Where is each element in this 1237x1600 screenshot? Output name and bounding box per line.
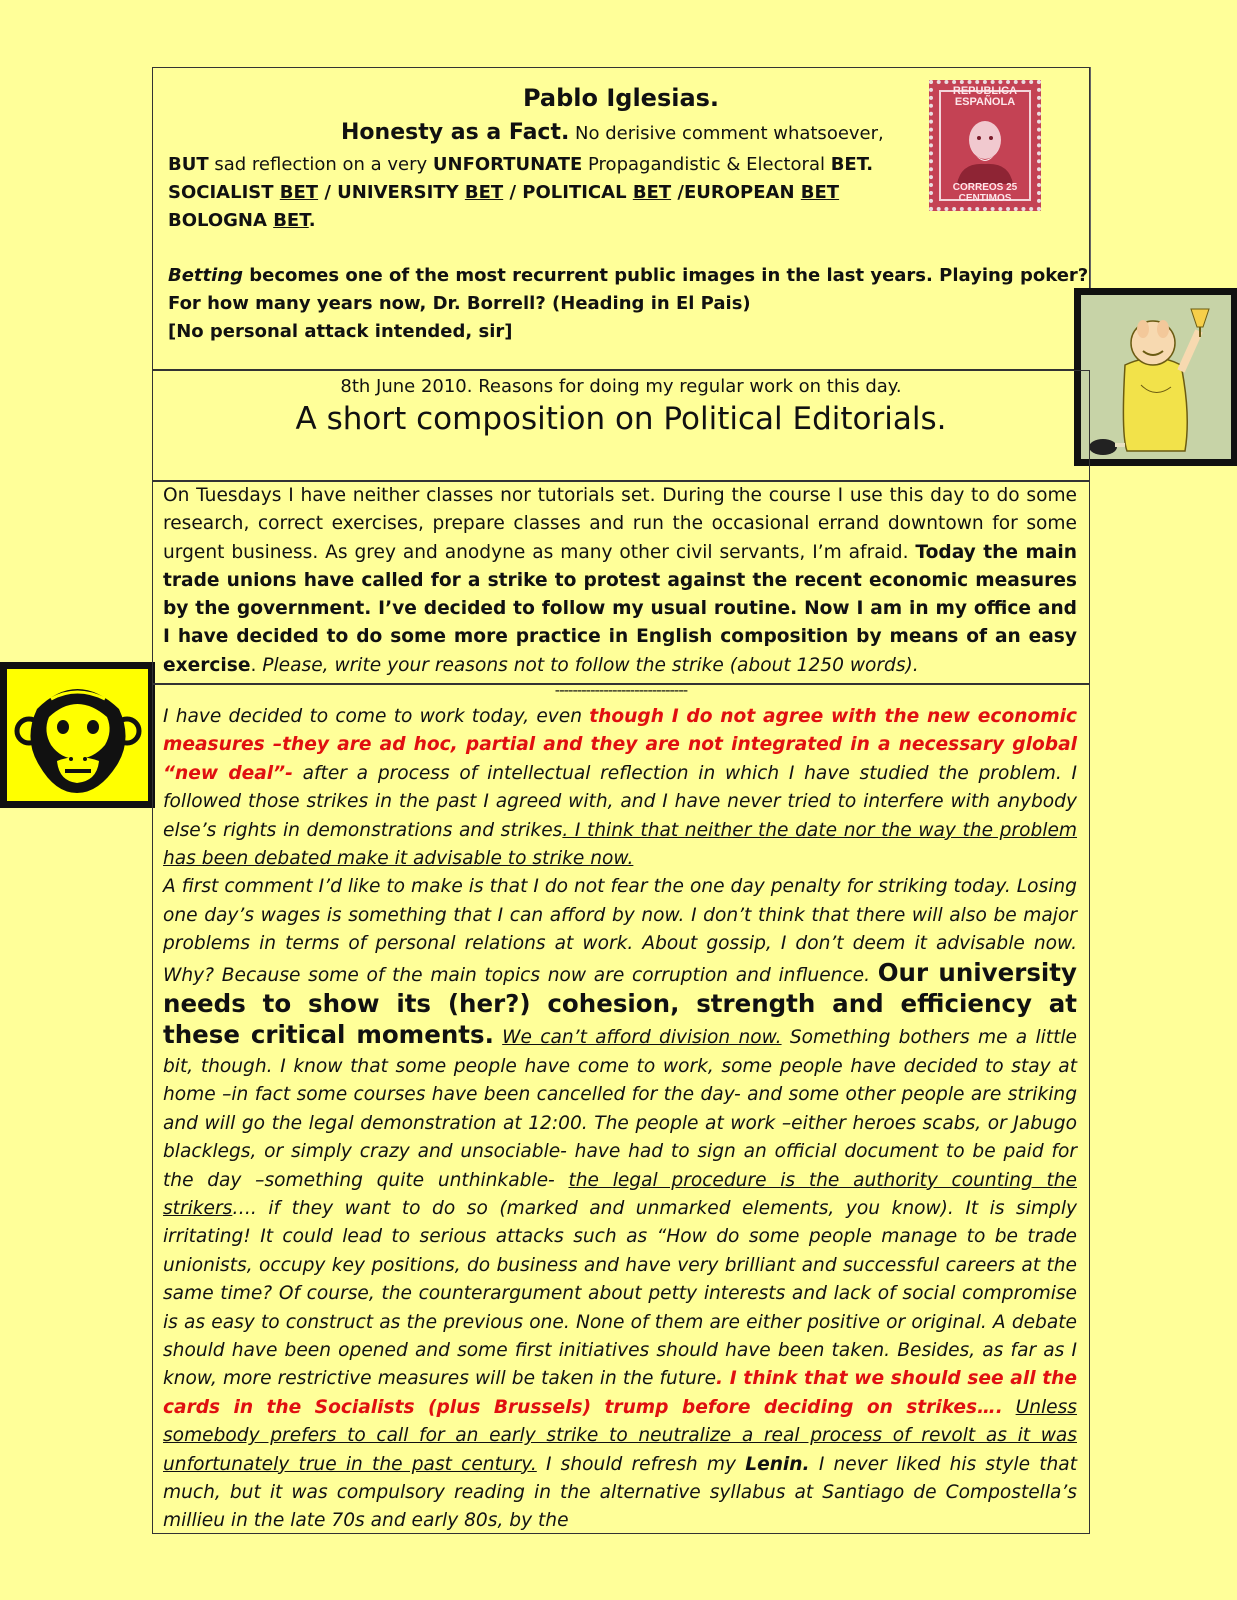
yellow-kid-cartoon-image [1074, 288, 1237, 466]
essay-box [152, 681, 1090, 1534]
borrell-line: For how many years now, Dr. Borrell? (Heading in El Pais) [168, 293, 751, 314]
honesty-line: Honesty as a Fact. No derisive comment whatsoever, [341, 120, 884, 145]
essay-text: I have decided to come to work today, even though I do not agree with the new economic measures –they are ad hoc, partial and they are not integrated in a necessary global “new deal”- after a process of intellectual reflection in which I have studied the problem. I followed those strikes in the past I agreed with, and I have never tried to interfere with anybody else’s rights in demonstrations and strikes. I think that neither the date nor the way the problem has been debated make it advisable to strike now. A first comment I’d like to make is that I do not fear the one day penalty for striking today. Losing one day’s wages is something that I can afford by now. I don’t think that there will also be major problems in terms of personal relations at work. About gossip, I don’t deem it advisable now. Why? Because some of the main topics now are corruption and influence. Our university needs to show its (her?) cohesion, strength and efficiency at these critical moments. We can’t afford division now. Something bothers me a little bit, though. I know that some people have come to work, some people have decided to stay at home –in fact some courses have been cancelled for the day- and some other people are striking and will go the legal demonstration at 12:00. The people at work –either heroes scabs, or Jabugo blacklegs, or simply crazy and unsociable- have had to sign an official document to be paid for the day –something quite unthinkable- the legal procedure is the authority counting the strikers…. if they want to do so (marked and unmarked elements, you know). It is simply irritating! It could lead to serious attacks such as “How do some people manage to be trade unionists, occupy key positions, do business and have very brilliant and successful careers at the same time? Of course, the counterargument about petty interests and lack of social compromise is as easy to construct as the previous one. None of them are either positive or original. A debate should have been opened and some first initiatives should have been taken. Besides, as far as I know, more restrictive measures will be taken in the future. I think that we should see all the cards in the Socialists (plus Brussels) trump before deciding on strikes…. Unless somebody prefers to call for an early strike to neutralize a real process of revolt as it was unfortunately true in the past century. I should refresh my Lenin. I never liked his style that much, but it was compulsory reading in the alternative syllabus at Santiago de Compostella’s millieu in the late 70s and early 80s, by the [163, 706, 1078, 1532]
cartoon-inner [1081, 295, 1231, 459]
date-box [152, 370, 1090, 481]
monkey-inner [7, 669, 148, 801]
composition-title: A short composition on Political Editorials. [295, 401, 947, 437]
intro-paragraph: On Tuesdays I have neither classes nor tutorials set. During the course I use this day to do some research, correct exercises, prepare classes and run the occasional errand downtown for some urgent business. As grey and anodyne as many other civil servants, I’m afraid. Today the main trade unions have called for a strike to protest against the recent economic measures by the government. I’ve decided to follow my usual routine. Now I am in my office and I have decided to do some more practice in English composition by means of an easy exercise. Please, write your reasons not to follow the strike (about 1250 words). [163, 485, 1077, 676]
bet-sentence: BUT sad reflection on a very UNFORTUNATE Propagandistic & Electoral BET. [168, 154, 874, 175]
intro-box [152, 481, 1090, 684]
no-attack-line: [No personal attack intended, sir] [168, 321, 513, 342]
page-title: Pablo Iglesias. [522, 84, 720, 112]
portrait-icon [949, 114, 1021, 184]
bologna-line: BOLOGNA BET. [168, 210, 316, 231]
stamp-image [929, 80, 1041, 211]
monkey-image [0, 662, 155, 808]
dash-separator: ------------------------------ [554, 681, 688, 699]
betting-line: Betting becomes one of the most recurrent public images in the last years. Playing poker? [168, 265, 1089, 286]
yellow-kid-icon [1081, 295, 1231, 459]
date-line: 8th June 2010. Reasons for doing my regular work on this day. [340, 376, 902, 397]
stamp-bottom-text: CORREOS 25 CENTIMOS [952, 182, 1018, 204]
stamp-top-text: REPUBLICA ESPAÑOLA [952, 85, 1018, 108]
bet-list-line: SOCIALIST BET / UNIVERSITY BET / POLITICAL BET /EUROPEAN BET [168, 182, 840, 203]
monkey-face-icon [7, 669, 148, 801]
